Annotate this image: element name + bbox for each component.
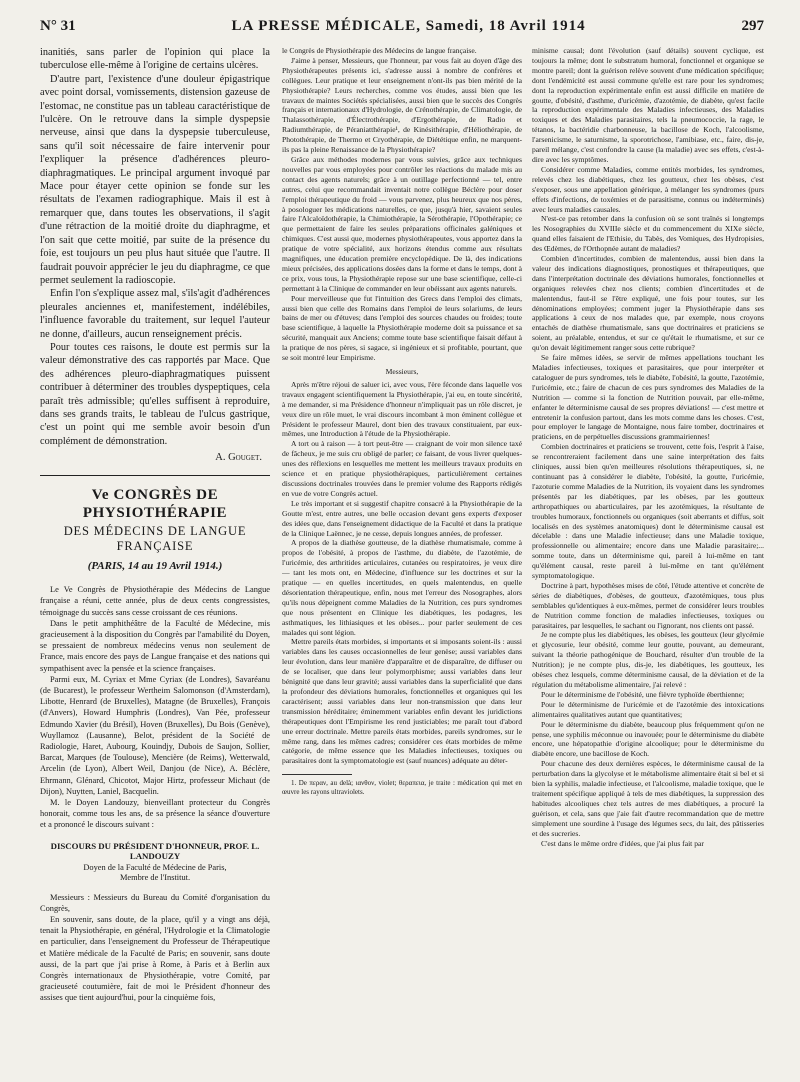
paragraph: J'aime à penser, Messieurs, que l'honneur, par vous fait au doyen d'âge des Physiothérapeutes présents ici, s'adresse aussi à nombre de confrères et collègues. Leur pratique et leur enseignement n'ont-ils pas bien mérité de la Physiothérapie? Leurs recherches, comme vos études, aussi bien que les travaux de maintes Sociétés spécialisées, aussi bien que le succès des Congrès français et internationaux d'Hydrologie, de Crénothérapie, de Climatologie, de Thalassothérapie, d'Électrothérapie, d'Ergothérapie, de Radio et Radiumthérapie, de Péraniatthérapie¹, de Kinésithérapie, d'Héliothérapie, de Photothérapie, de Thermo et Cryothérapie, de Diététique enfin, ne marquent-ils pas la pleine Renaissance de la Physiothérapie? [282, 55, 522, 155]
paragraph: A propos de la diathèse goutteuse, de la diathèse rhumatismale, comme à propos de l'obésité, à propos de l'asthme, du diabète, de l'azotémie, de l'uricémie, des arthritides articulaires, cutanées ou respiratoires, je veux dire — tant les mots ont, en Médecine, d'influence sur les doctrines et sur la pratique — en quelles incertitudes, en quels malentendus, en quelle désorientation thérapeutique, enfin, nous met l'erreur des Nosographes, alors qu'ils nous dépeignent comme Maladies de la Nutrition, ces purs syndromes que nous présentent en Clinique les diabétiques, les podagres, les asthmatiques, les lithiasiques et les obèses... pour parler seulement de ces malades qui sont légion. [282, 538, 522, 637]
paragraph: Pour le déterminisme du diabète, beaucoup plus fréquemment qu'on ne pense, une syphilis méconnue ou inavouée; pour le déterminisme du diabète encore, une hépatopathie d'origine alcoolique; pour le déterminisme du diabète encore, une bacillose de Koch. [532, 719, 764, 759]
paragraph: Pour chacune des deux dernières espèces, le déterminisme causal de la perturbation dans la glycolyse et le métabolisme alimentaire était si bel et si bien la syphilis, maladie infectieuse, et l'alcoolisme, maladie toxique, que le traitement spécifique appliqué à tels de mes diabétiques, la suppression des habitudes alcooliques chez tels autres de mes diabétiques, a procuré la guérison, et cela, sans que j'aie fait d'autre recommandation que de mettre simplement une sourdine à l'usage des légumes secs, du lait, des pâtisseries et des sucreries. [532, 759, 764, 838]
paragraph: Parmi eux, M. Cyriax et Mme Cyriax (de Londres), Savaréanu (de Bucarest), le professeur Wertheim Salomonson (d'Amsterdam), Libotte, Henrard (de Bruxelles), Matagne (de Bruxelles), François (d'Anvers), Howard Humphris (Londres), Van Pée, professeur Edmundo Xavier (du Brésil), Hoven (Bruxelles), Du Bois (Genève), Wuyllamoz (Lausanne), Belot, président de la Société de Radiologie, Haret, Aubourg, Kouindjy, Dubois de Saujon, Sollier, Barcat, Marques (de Toulouse), Mencière (de Reims), Wetterwald, Arcelin (de Lyon), Albert Weil, Danjou (de Nice), A. Béclère, Ehrmann, Glénard, Chicotot, Major Hirtz, professeur Michaut (de Dijon), Nuytten, Laniel, Bacquelin. [40, 674, 270, 796]
journal-name: LA PRESSE MÉDICALE, [231, 18, 421, 34]
paragraph: minisme causal; dont l'évolution (sauf détails) souvent cyclique, est toujours la même; dont le substratum humoral, fonctionnel et organique se montre pareil; dont la guérison relève souvent d'une médication spécifique; dont l'endémicité est aussi commune qu'elle est rare pour les syndromes; dont la reproduction expérimentale enfin est aussi difficile en matière de goutte, d'obésité, d'asthme, d'uricémie, d'azotémie, de diabète, qu'est facile la reproduction expérimentale des Maladies infectieuses, des Maladies toxiques et des Maladies parasitaires, tels la pneumococcie, la rage, le tétanos, la bactéridie charbonneuse, la bacillose de Koch, l'alcoolisme, l'arsenicisme, le saturnisme, la sporotrichose, l'amibiase, etc., faire, dis-je, pareil mélange, c'est confondre la cause (la maladie) avec ses effets, c'est-à-dire avec les symptômes. [532, 46, 764, 164]
paragraph: Je ne compte plus les diabétiques, les obèses, les goutteux (leur glycémie et glycosurie, leur obésité, comme leur goutte, pouvant, au demeurant, suivant la théorie pathogénique de Bouchard, résulter d'un trouble de la Nutrition); je ne compte plus, dis-je, les diabétiques, les goutteux, les obèses chez lesquels, comme déterminisme causal, de la déviation et de la régulation du métabolisme alimentaire, j'ai relevé : [532, 630, 764, 689]
paragraph: Pour merveilleuse que fut l'intuition des Grecs dans l'emploi des climats, aussi bien que celle des Romains dans l'emploi de leurs solariums, de leurs bains de mer ou d'étuves; dans l'emploi des sources chaudes ou froides; toute base scientifique, à laquelle la Physiothérapie moderne doit sa puissance et sa sécurité, manquait aux Anciens; comme toute base scientifique faisait défaut à la pratique de nos pères, si sagace, si ingénieux et si profitable, pourtant, que se soit montré leur Empirisme. [282, 293, 522, 363]
column-3 [532, 46, 764, 1071]
journal-title-line [231, 18, 585, 35]
paragraph: Messieurs : Messieurs du Bureau du Comité d'organisation du Congrès, [40, 892, 270, 913]
paragraph: Doctrine à part, hypothèses mises de côté, l'étude attentive et concrète de séries de diabétiques, d'obèses, de goutteux, d'azotémiques, tous plus semblables qu'identiques à eux-mêmes, permet de considérer leurs troubles de Nutrition comme fonction de maladies infectieuses, toxiques ou parasitaires, par lesquelles, le sachant ou l'ignorant, nos clients ont passé. [532, 580, 764, 630]
paragraph: Combien d'incertitudes, combien de malentendus, aussi bien dans la valeur des indications diagnostiques, pronostiques et thérapeutiques, que dans l'interprétation doctrinale des déviations humorales, fonctionnelles et organiques relevées chez nos clients; combien d'incertitudes et de malentendus, faut-il se l'être expliqué, une fois pour toutes, sur les dénominations employées; comment juger la Physiothérapie dans ses applications à ceux de nos malades que, par exemple, nous croyons entachés de diathèse rhumatismale, sans que doctrinaires et praticiens se soient, au préalable, entendus, et sur ce qu'était le rhumatisme, et sur ce qu'on devait légitimement ranger sous cette rubrique? [532, 254, 764, 353]
paragraph: Le Ve Congrès de Physiothérapie des Médecins de Langue française a réuni, cette année, plus de deux cents congressistes, témoignage du succès sans cesse croissant de ces réunions. [40, 585, 270, 617]
paragraph: C'est dans le même ordre d'idées, que j'ai plus fait par [541, 838, 704, 848]
paragraph: N'est-ce pas retomber dans la confusion où se sont traînés si longtemps les Nosographies du XVIIIe siècle et du commencement du XIXe siècle, quand elles faisaient de l'Ethisie, du Tabès, des Vomiques, des Hydropisies, des Œdèmes, de l'Orthopnée autant de maladies? [532, 214, 764, 254]
footnote: 1. De περαν, au delà; ιανθον, violet; θεραπεια, je traite : médication qui met en œuvre les rayons ultraviolets. [282, 779, 522, 797]
paragraph: le Congrès de Physiothérapie des Médecins de langue française. [282, 46, 477, 55]
congress-title: Ve CONGRÈS DE PHYSIOTHÉRAPIE [82, 487, 228, 522]
salutation: Messieurs, [385, 367, 419, 376]
paragraph: Combien doctrinaires et praticiens se trouvent, cette fois, l'esprit à l'aise, se rencontreraient facilement dans une saine interprétation des faits cliniques, aussi bien qu'en meilleures résolutions thérapeutiques, si, ne continuant pas à considérer le diabète, l'obésité, la goutte, l'uricémie, l'azoturie comme Maladies de la Nutrition, ils voyaient dans les syndromes présentés par les diabétiques, par les obèses, par les goutteux arthropathiques ou abarticulaires, par les azotémiques, la résultante de troubles humoraux, fonctionnels ou organiques (soit aberrants et diffus, soit localisés en des systèmes anatomiques) dont le déterminisme causal est décelable : dans une Maladie infectieuse; dans une Maladie toxique, professionnelle ou alimentaire; encore dans une Maladie parasitaire;... somme toute, dans un déterminisme qui, pareil à lui-même en tant qu'élément causal, reste pareil à lui-même en tant qu'élément symptomatologique. [532, 442, 764, 581]
paragraph: Mettre pareils états morbides, si importants et si imposants soient-ils : aussi variables dans les causes occasionnelles de leur genèse; aussi variables dans leur évolution, dans leur manière d'apparaître et de disparaître, de diffuser ou de se localiser, que dans leur polymorphisme; aussi variables dans leur bénignité que dans leur gravité; aussi variables dans la superficialité que dans la profondeur des déviations humorales, fonctionnelles et organiques qui les caractérisent; aussi variables dans leur non-transmission que dans leur transmission héréditaire; éminemment variables enfin devant les juridictions thérapeutiques dont l'Empirisme les rend justiciables; me paraît tout d'abord une erreur doctrinale. Mettre pareils états morbides, pareils syndromes, sur le même rang, dans les mêmes cadres; considérer ces états morbides de même catégorie, de même essence que les Maladies infectieuses, toxiques ou parasitaires dont la symptomatologie est (sauf nuances) adéquate au déter- [282, 637, 522, 766]
paragraph: Après m'être réjoui de saluer ici, avec vous, l'ère féconde dans laquelle vos travaux engagent scientifiquement la Physiothérapie, j'ai eu, en toute sincérité, à me demander, si ma Présidence d'honneur n'impliquait pas un rôle discret, je veux dire un rôle muet, le vrai discours incombant à mon éminent collègue et Président le professeur Maurel, dont bien des travaux constituaient, par eux-mêmes, une Introduction à l'étude de la Physiothérapie. [282, 379, 522, 439]
paragraph: Dans le petit amphithéâtre de la Faculté de Médecine, mis gracieusement à la disposition du Congrès par l'amabilité du Doyen, se pressaient de nombreux médecins venus non seulement de France, mais encore des pays de Langue française et des nations qui sympathisent avec la pensée et la science françaises. [40, 618, 270, 673]
page-header [40, 18, 764, 38]
paragraph: Grâce aux méthodes modernes par vous suivies, grâce aux techniques nouvelles par vous employées pour contrôler les réactions du malade mis au contact des agents naturels; grâce à un outillage perfectionné — tel, entre autres, celui que recommandait inventait notre collègue Béclère pour doser l'emploi thérapeutique du froid — vous parvenez, plus heureux que nos pères, à posologuer les médications naturelles, ce que, jusqu'à hier, savaient seules faire l'Alcaloïdothérapie, la Chimiothérapie, la Sérothérapie, l'Opothérapie; ce que permettaient de faire les seules préparations officinales galéniques et chimiques. C'est aussi que, modernes physiothérapeutes, vous apportez dans la pratique de votre spécialité, aux horizons étendus comme aux résultats magnifiques, une éducation première encyclopédique. De là, des indications mieux précisées, des applications dosées dans la forme et dans le temps, dont à ce prix, vous tous, la Physiothérapie repose sur une base scientifique, celle-ci permettant à la Clinique de commander en leur obéissant aux agents naturels. [282, 154, 522, 293]
paragraph: Pour le déterminisme de l'uricémie et de l'azotémie des intoxications alimentaires qualitatives autant que quantitatives; [532, 699, 764, 719]
paragraph: M. le Doyen Landouzy, bienveillant protecteur du Congrès honorait, comme tous les ans, de sa présence la séance d'ouverture et a prononcé le discours suivant : [40, 798, 270, 830]
paragraph: D'autre part, l'existence d'une douleur épigastrique avec point dorsal, vomissements, distension gazeuse de l'estomac, ne constitue pas un tableau caractéristique de l'ulcère. On le retrouve dans la simple dyspepsie nerveuse, ainsi que dans la dyspepsie tuberculeuse, sans qu'il soit nécessaire de faire intervenir pour l'expliquer la présence d'adhérences pleuro-diaphragmatiques. Le principal argument invoqué par Mace pour étayer cette opinion se fonde sur les résultats de l'examen radiographique. Mais il est à remarquer que, dans toutes les observations, il s'agit d'une rétraction de la moitié droite du diaphragme, et l'on sait que cette moitié, par suite de la présence du foie, est toujours un peu plus haut située que l'autre. Il faudrait pouvoir apprécier le jeu du diaphragme, ce que permet seulement la radioscopie. [40, 73, 270, 286]
paragraph: Enfin l'on s'explique assez mal, s'ils'agit d'adhérences pleurales anciennes et, manifestement, indélébiles, l'influence favorable du traitement, sur lequel l'auteur ne donne, d'ailleurs, aucun renseignement précis. [40, 288, 270, 340]
congress-dates: (PARIS, 14 au 19 Avril 1914.) [87, 560, 223, 573]
paragraph: Le très important et si suggestif chapitre consacré à la Physiothérapie de la Goutte m'est, entre autres, une belle occasion devant gens experts d'exposer des idées que, dans l'enseignement didactique de la Faculté et dans la pratique de la Clinique Laënnec, je ne cesse, depuis longues années, de professer. [282, 498, 522, 538]
speaker-role: Doyen de la Faculté de Médecine de Paris, [83, 862, 227, 872]
author-signature: A. Gouget. [215, 452, 262, 464]
congress-report [40, 584, 270, 1004]
section-divider [40, 475, 270, 476]
paragraph: En souvenir, sans doute, de la place, qu'il y a vingt ans déjà, tenait la Physiothérapie, en général, l'Hydrologie et la Climatologie en particulier, dans l'enseignement du Professeur de Thérapeutique et Matière médicale de la Faculté de Paris; en souvenir, sans doute aussi, de la part que j'ai prise à Rome, à Paris et à Berlin aux Congrès internationaux de Physiothérapie, votre Comité, par gracieuseté coutumière, fait de moi le Président d'honneur des assises que tient aujourd'hui, pour la cinquième fois, [40, 915, 270, 1003]
issue-date: Samedi, 18 Avril 1914 [425, 18, 586, 34]
paragraph: Pour toutes ces raisons, le doute est permis sur la valeur démonstrative des cas rapportés par Mace. Que des adhérences pleuro-diaphragmatiques puissent contribuer à déterminer des troubles dyspeptiques, cela paraît très admissible; qu'elles suffisent à reproduire, dans ses grands traits, le tableau de l'ulcus gastrique, c'est un point qui me semble avoir besoin d'un complément de démonstration. [40, 341, 270, 447]
column-1 [40, 46, 270, 1071]
page-number: 297 [741, 18, 764, 34]
speaker-title: Membre de l'Institut. [119, 873, 191, 883]
paragraph: Considérer comme Maladies, comme entités morbides, les syndromes, relevés chez les diabétiques, chez les goutteux, chez les obèses, c'est s'exposer, sous une appellation générique, à mélanger les syndromes (purs effets d'infections, de toxémies et de parasitisme, connus ou indéterminés) avec leurs maladies causales. [532, 164, 764, 214]
column-2 [282, 46, 522, 1071]
paragraph: inanitiés, sans parler de l'opinion qui place la tuberculose elle-même à l'origine de certains ulcères. [40, 47, 270, 72]
paragraph: Se faire mêmes idées, se servir de mêmes appellations touchant les Maladies infectieuses, toxiques et parasitaires, que pour interpréter et cataloguer de purs syndromes, tels le diabète, l'obésité, la goutte, l'azotémie, l'uricémie, etc.; faire de chacun de ces purs syndromes des Maladies de la Nutrition — comme si la fonction de Nutrition pouvait, par elle-même, enfanter le déterminisme causal de ses propres déviations! — c'est mettre et entretenir la confusion partout, dans les mots comme dans les choses. C'est, pour employer le langage de Montaigne, nous faire tomber, doctrinaires et praticiens, en de perpétuelles discussions grammairiennes! [532, 353, 764, 442]
speech-title: DISCOURS DU PRÉSIDENT D'HONNEUR, PROF. L. LANDOUZY [50, 840, 260, 861]
paragraph: A tort ou à raison — à tort peut-être — craignant de voir mon silence taxé de fâcheux, je me suis cru obligé de parler; ce faisant, de vous livrer quelques-unes des réflexions en lesquelles me mettent les meilleurs travaux produits en science et en pratique physiothérapiques, particulièrement certaines discussions doctrinales trouvées dans le premier volume des Rapports rédigés en vue de votre Congrès actuel. [282, 439, 522, 498]
paragraph: Pour le déterminisme de l'obésité, une fièvre typhoïde éberthienne; [541, 689, 745, 699]
congress-subtitle: DES MÉDECINS DE LANGUE FRANÇAISE [63, 524, 247, 554]
speech-subtitle [40, 863, 270, 884]
footnote-divider [282, 774, 352, 775]
issue-number: N° 31 [40, 18, 76, 34]
